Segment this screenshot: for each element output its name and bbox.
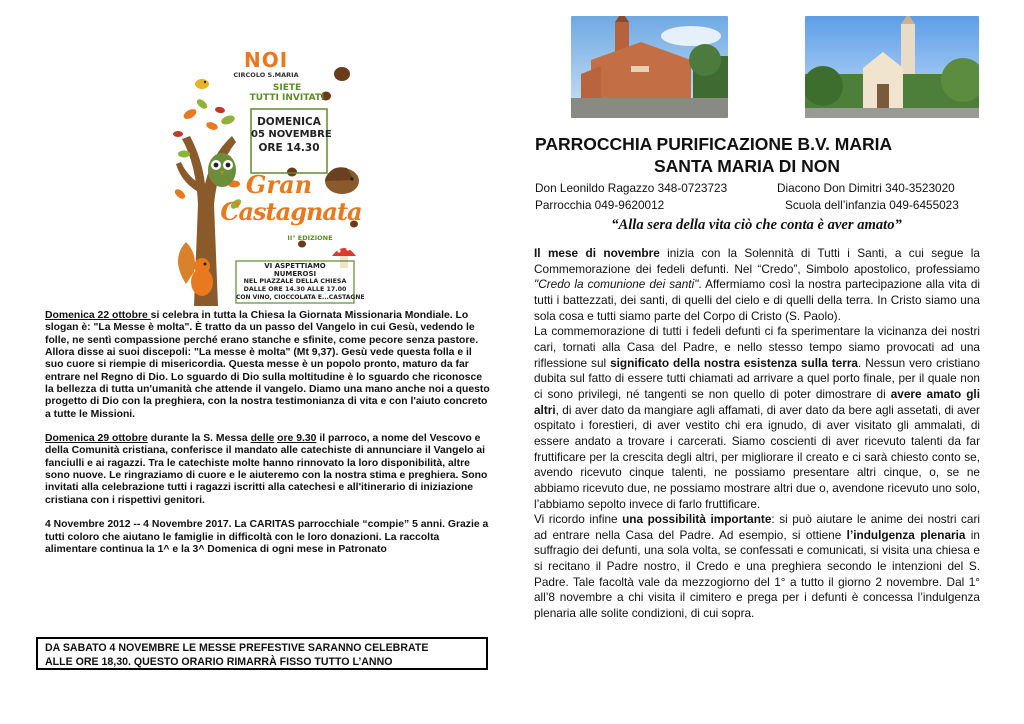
parish-title-line-2: SANTA MARIA DI NON <box>654 156 841 176</box>
body-text: La commemorazione di tutti i fedeli defunti ci fa sperimentare la vicinanza dei nostri cari, tornati alla Casa del Padre, e nello stesso tempo siamo provocati ad una riflessione sul <box>534 324 980 370</box>
school-phone: Scuola dell’infanzia 049-6455023 <box>785 198 959 212</box>
poster-date-2: 05 NOVEMBRE <box>251 129 332 140</box>
poster-date-1: DOMENICA <box>257 116 321 128</box>
emphasis-love: avere amato gli altri <box>534 386 980 417</box>
poster-details-5: CON VINO, CIOCCOLATA E...CASTAGNE <box>236 294 364 301</box>
deacon-contact: Diacono Don Dimitri 340-3523020 <box>777 181 955 195</box>
paragraph-commemoration <box>534 324 980 512</box>
announcement-caritas: 4 Novembre 2012 -- 4 Novembre 2017. La CARITAS parrocchiale “compie” 5 anni. Grazie a tutti coloro che aiutano le famiglie in difficoltà con le loro donazioni. La raccolta alimentare continua la 1^ e la 3^ Domenica di ogni mese in Patronato <box>45 519 489 555</box>
poster-logo-noi: NOI <box>244 48 289 72</box>
emphasis-indulgence: l’indulgenza plenaria <box>846 527 966 542</box>
owl-drawing <box>208 153 236 187</box>
poster-details-2: NUMEROSI <box>273 270 317 278</box>
parish-title-line-1: PARROCCHIA PURIFICAZIONE B.V. MARIA <box>535 134 893 154</box>
announcement-catechists <box>45 433 493 507</box>
poster-edition: II° EDIZIONE <box>287 234 333 242</box>
emphasis-meaning: significato della nostra esistenza sulla terra <box>610 355 858 370</box>
castagnata-poster <box>172 44 364 306</box>
poster-invite-2: TUTTI INVITATI <box>249 93 325 103</box>
kindergarten-photo <box>805 16 979 118</box>
priest-contact: Don Leonildo Ragazzo 348-0723723 <box>535 181 728 195</box>
church-photo <box>571 16 728 118</box>
mass-time: ore 9.30 <box>277 433 317 445</box>
credo-quote: "Credo la comunione dei santi" <box>534 277 699 292</box>
paragraph-indulgence <box>534 512 980 622</box>
poster-details-4: DALLE ORE 14.30 ALLE 17.00 <box>243 286 347 293</box>
body-text: , di aver dato da mangiare agli affamati, di aver dato da bere agli assetati, di aver ospitato i forestieri, di aver vestito chi era ignudo, di aver visitato gli ammalati, di essere andato a trovare i carcerati. Siamo coscienti di aver ricevuto talenti da far fruttificare per la crescita degli altri, per migliorare il creato e ci sarà chiesto conto se, avendo ricevuto cinque talenti, ne possiamo presentare altri cinque, o, se ne abbiamo ricevuto due, ne possiamo mostrare altri due o, avendone ricevuto uno solo, l’abbiamo sepolto invece di farlo fruttificare. <box>534 402 980 511</box>
poster-details-1: VI ASPETTIAMO <box>264 262 326 270</box>
notice-line-1: DA SABATO 4 NOVEMBRE LE MESSE PREFESTIVE SARANNO CELEBRATE <box>45 642 429 654</box>
announcement-missionary-day <box>45 310 493 421</box>
announcement-text: il parroco, a nome del Vescovo e della Comunità cristiana, conferisce il mandato alle catechiste di annunciare il Vangelo ai fanciulli e ai ragazzi. Tra le catechiste molte hanno rinnovato la loro disponibilità, altre sono nuove. Le ringraziamo di cuore e le aiuteremo con la nostra stima e preghiera. Sono invitati alla celebrazione tutti i ragazzi iscritti alla catechesi e all'itinerario di iniziazione cristiana con i rispettivi genitori. <box>45 433 488 506</box>
date-22-october: Domenica 22 ottobre <box>45 310 151 321</box>
body-text: . Affermiamo così la nostra partecipazione alla vita di tutti i battezzati, dei santi, di quelli del cielo e di quelli della terra. In Cristo siamo una sola cosa e tutti siamo parte del Corpo di Cristo (S. Paolo). <box>534 277 980 323</box>
mass-schedule-notice <box>36 637 488 670</box>
parish-phone: Parrocchia 049-9620012 <box>535 198 665 212</box>
november-message <box>534 246 980 622</box>
emphasis-possibility: una possibilità importante <box>622 512 772 527</box>
poster-event-2: Castagnata <box>220 197 362 226</box>
parish-title <box>535 133 935 177</box>
quote: “Alla sera della vita ciò che conta è aver amato” <box>611 217 902 233</box>
paragraph-all-saints <box>534 246 980 324</box>
poster-date-3: ORE 14.30 <box>258 142 320 154</box>
body-text: . Nessun vero cristiano dubita sul fatto di essere tutti chiamati ad arrivare a quel porto finale, per il quale non ci sono privilegi, né tangenti se non quello di poter dimostrare di <box>534 355 980 401</box>
emphasis-month: Il mese di novembre <box>534 246 660 260</box>
body-text: Vi ricordo infine <box>534 512 623 527</box>
poster-logo-circolo: CIRCOLO S.MARIA <box>233 71 299 79</box>
body-text: inizia con la Solennità di Tutti i Santi, a cui segue la Commemorazione dei fedeli defunti. Nel “Credo”, Simbolo apostolico, professiamo <box>534 246 980 276</box>
poster-details-3: NEL PIAZZALE DELLA CHIESA <box>243 278 347 285</box>
announcement-text: si celebra in tutta la Chiesa la Giornata Missionaria Mondiale. Lo slogan è: "La Messe è molta". È tratto da un passo del Vangelo in cui Gesù, vedendo le folle, ne sentì compassione perché erano stanche e sfinite, come pecore senza pastore. Allora disse ai suoi discepoli: "La messe è molta" (Mt 9,37). Gesù vede questa folla e il suo cuore si riempie di misericordia. Questa messe è un popolo pronto, maturo da far entrare nel Regno di Dio. Lo sguardo di Dio sulla moltitudine è lo sguardo che riconosce la bellezza di tutta un'umanità che attende il vangelo. Diamo una mano anche noi a questo progetto di Dio con la preghiera, con la nostra testimonianza di vita e con l'aiuto concreto a tutte le Missioni. <box>45 310 490 420</box>
notice-line-2: ALLE ORE 18,30. QUESTO ORARIO RIMARRÀ FISSO TUTTO L’ANNO <box>45 655 393 668</box>
announcement-text: durante la S. Messa <box>147 433 251 445</box>
poster-invite-1: SIETE <box>272 83 302 93</box>
date-29-october: Domenica 29 ottobre <box>45 433 148 445</box>
poster-event-1: Gran <box>245 170 313 199</box>
left-announcements <box>45 310 493 568</box>
announcement-text: delle <box>250 433 275 445</box>
body-text: : si può aiutare le anime dei nostri cari ad entrare nella Casa del Padre. Ad esempio, si ottiene <box>534 512 981 542</box>
body-text: in suffragio dei defunti, una sola volta, se confessati e comunicati, si visita una chiesa e si recitano il Padre nostro, il Credo e una preghiera secondo le intenzioni del S. Padre. Tale facoltà vale da mezzogiorno del 1° a tutto il giorno 2 novembre. Dal 1° all’8 novembre a chi visita il cimitero e prega per i defunti è concessa l’indulgenza plenaria alle solite condizioni, di cui sopra. <box>534 527 980 621</box>
